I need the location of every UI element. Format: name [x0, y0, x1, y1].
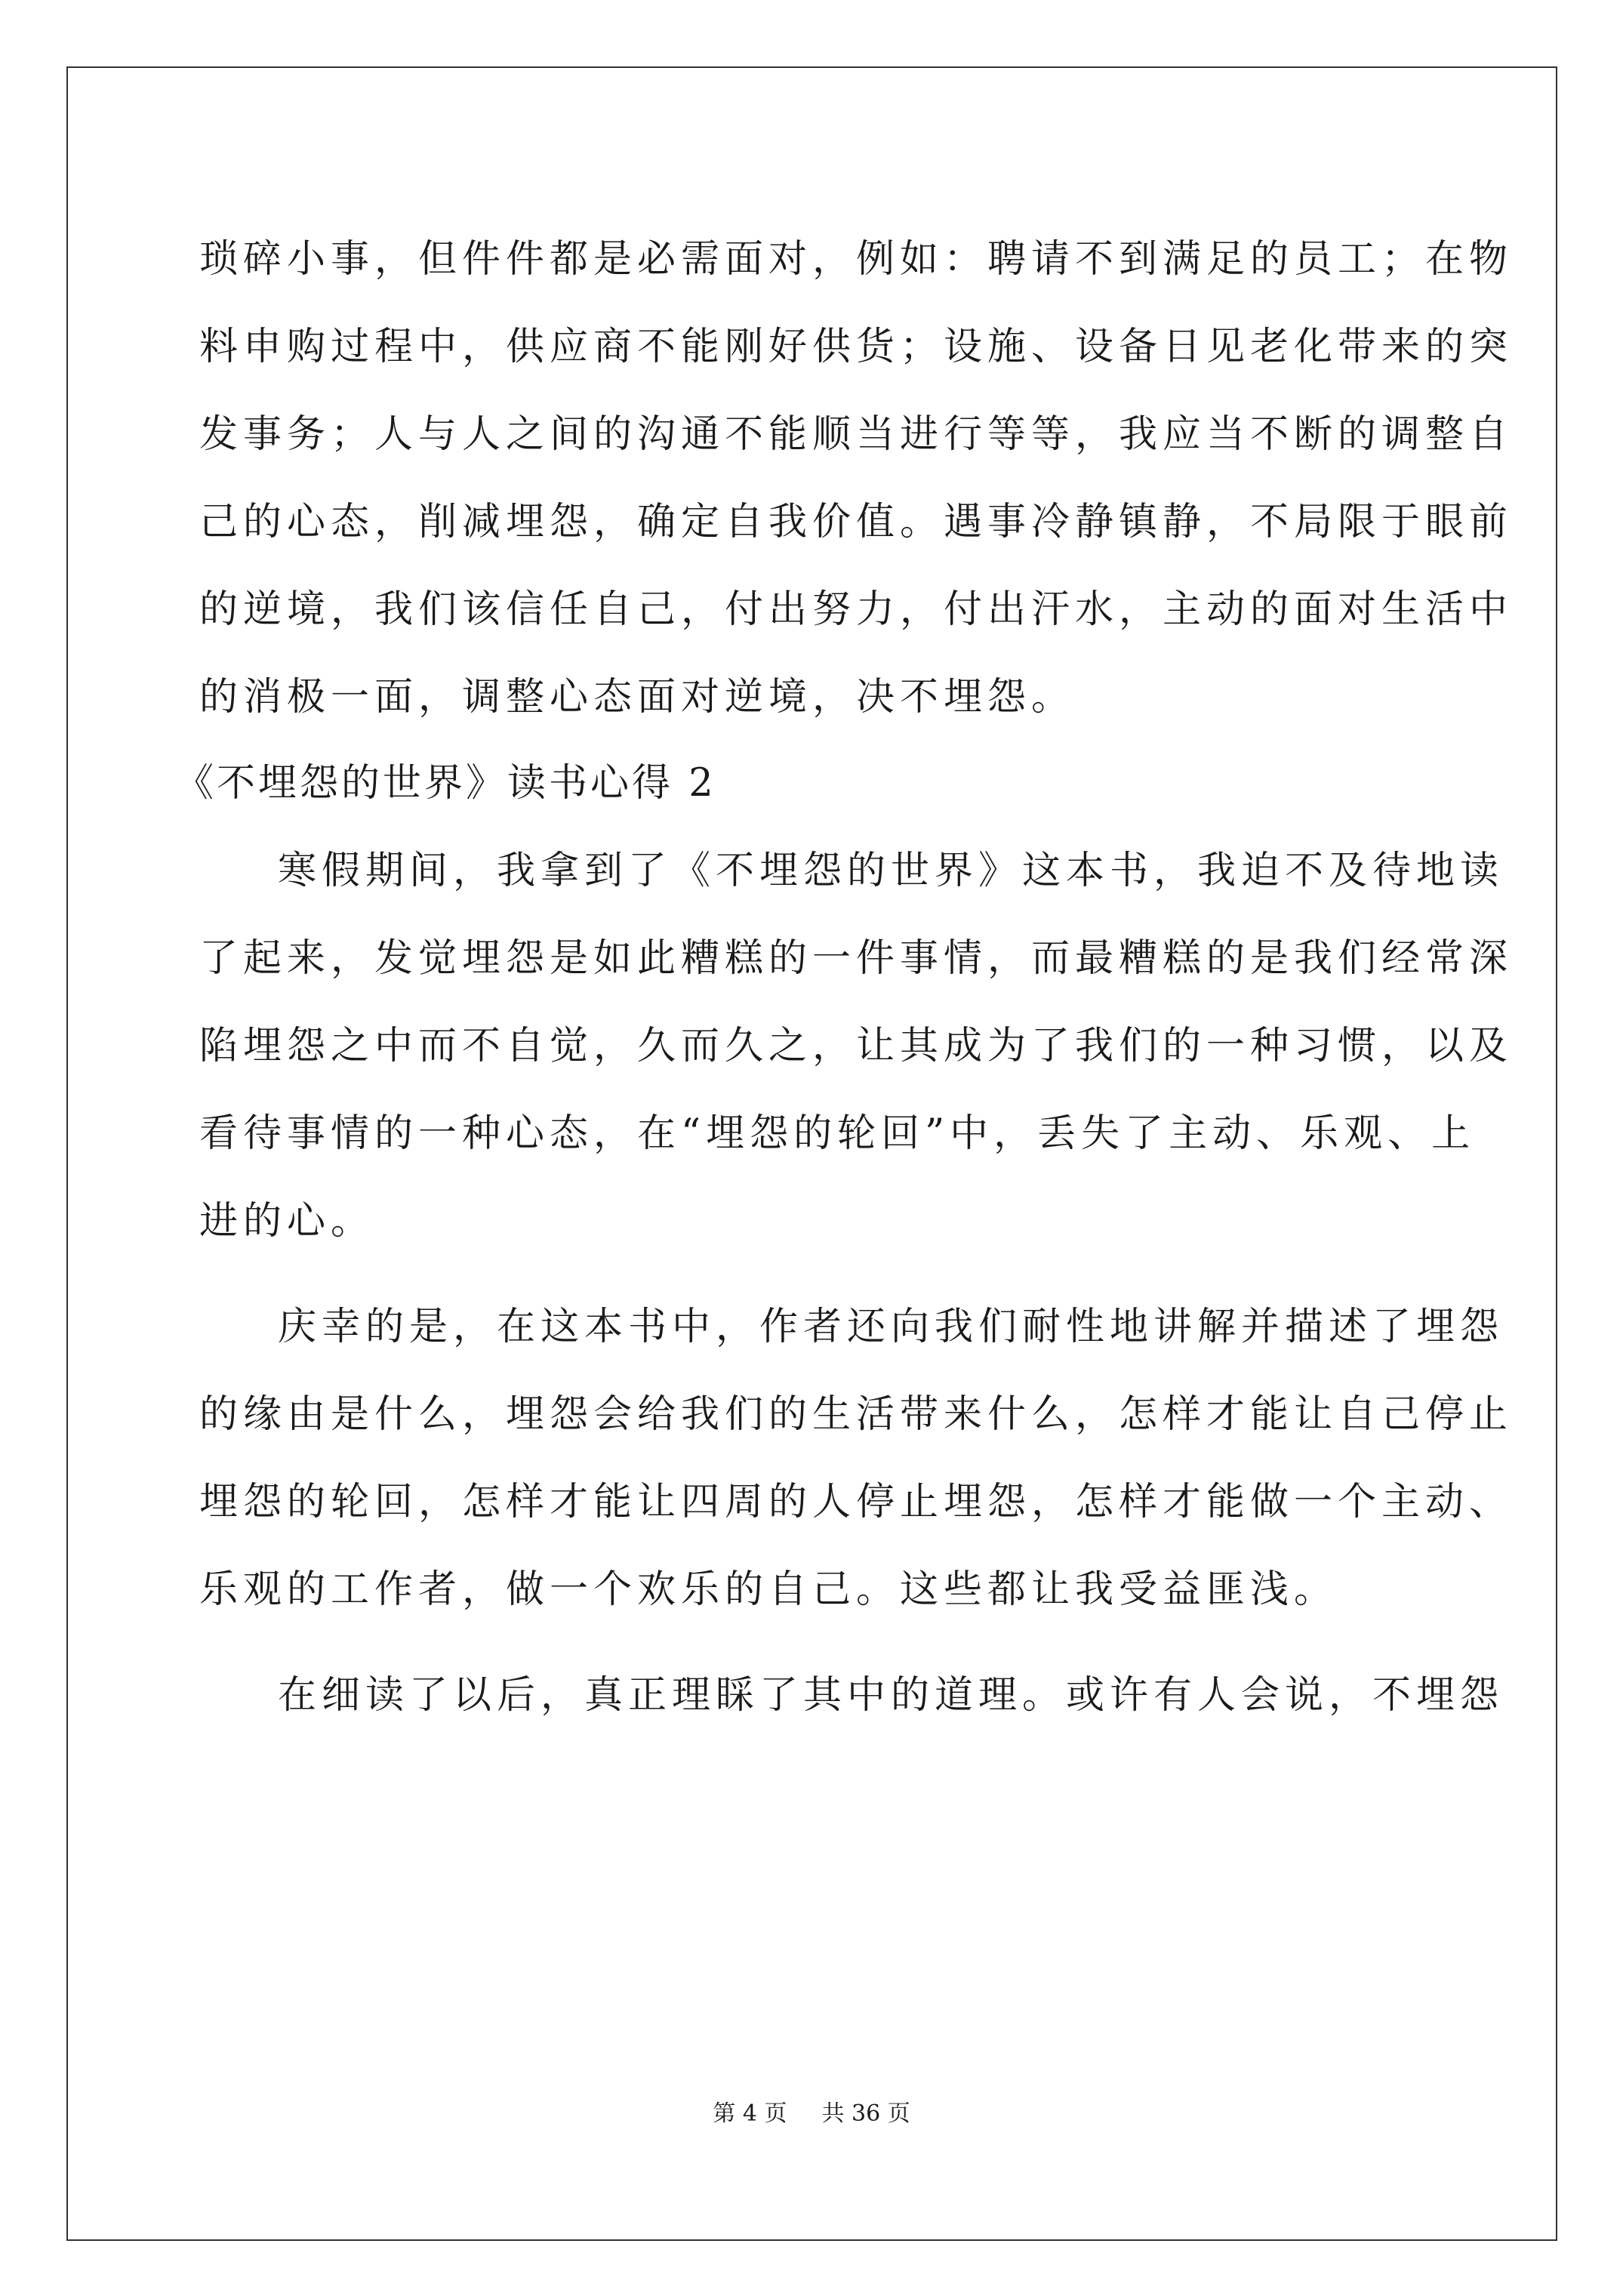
- paragraph-3-line-4: 乐观的工作者，做一个欢乐的自己。这些都让我受益匪浅。: [199, 1567, 1338, 1612]
- paragraph-1-line-6: 的消极一面，调整心态面对逆境，决不埋怨。: [199, 675, 1076, 720]
- paragraph-1-line-3: 发事务；人与人之间的沟通不能顺当进行等等，我应当不断的调整自: [199, 412, 1514, 457]
- paragraph-3-line-3: 埋怨的轮回，怎样才能让四周的人停止埋怨，怎样才能做一个主动、: [199, 1480, 1514, 1524]
- page-footer: [0, 2099, 1623, 2129]
- paragraph-1-line-1: 琐碎小事，但件件都是必需面对，例如：聘请不到满足的员工；在物: [199, 237, 1514, 282]
- section-heading: 《不埋怨的世界》读书心得 2: [175, 761, 716, 806]
- paragraph-1-line-5: 的逆境，我们该信任自己，付出努力，付出汗水，主动的面对生活中: [199, 587, 1514, 632]
- paragraph-4-line-1: 在细读了以后，真正理睬了其中的道理。或许有人会说，不埋怨: [278, 1673, 1504, 1718]
- paragraph-2-line-3: 陷埋怨之中而不自觉，久而久之，让其成为了我们的一种习惯，以及: [199, 1024, 1514, 1068]
- paragraph-2-line-1: 寒假期间，我拿到了《不埋怨的世界》这本书，我迫不及待地读: [278, 849, 1504, 893]
- paragraph-2-line-5: 进的心。: [199, 1199, 375, 1244]
- page-number: 第 4 页: [713, 2100, 787, 2127]
- paragraph-3-line-2: 的缘由是什么，埋怨会给我们的生活带来什么，怎样才能让自己停止: [199, 1392, 1514, 1437]
- paragraph-3-line-1: 庆幸的是，在这本书中，作者还向我们耐性地讲解并描述了埋怨: [278, 1305, 1504, 1349]
- page-total: 共 36 页: [821, 2100, 910, 2127]
- paragraph-2-line-4: 看待事情的一种心态，在“埋怨的轮回”中，丢失了主动、乐观、上: [199, 1111, 1476, 1156]
- paragraph-2-line-2: 了起来，发觉埋怨是如此糟糕的一件事情，而最糟糕的是我们经常深: [199, 936, 1514, 981]
- paragraph-1-line-4: 己的心态，削减埋怨，确定自我价值。遇事冷静镇静，不局限于眼前: [199, 500, 1514, 544]
- paragraph-1-line-2: 料申购过程中，供应商不能刚好供货；设施、设备日见老化带来的突: [199, 325, 1514, 369]
